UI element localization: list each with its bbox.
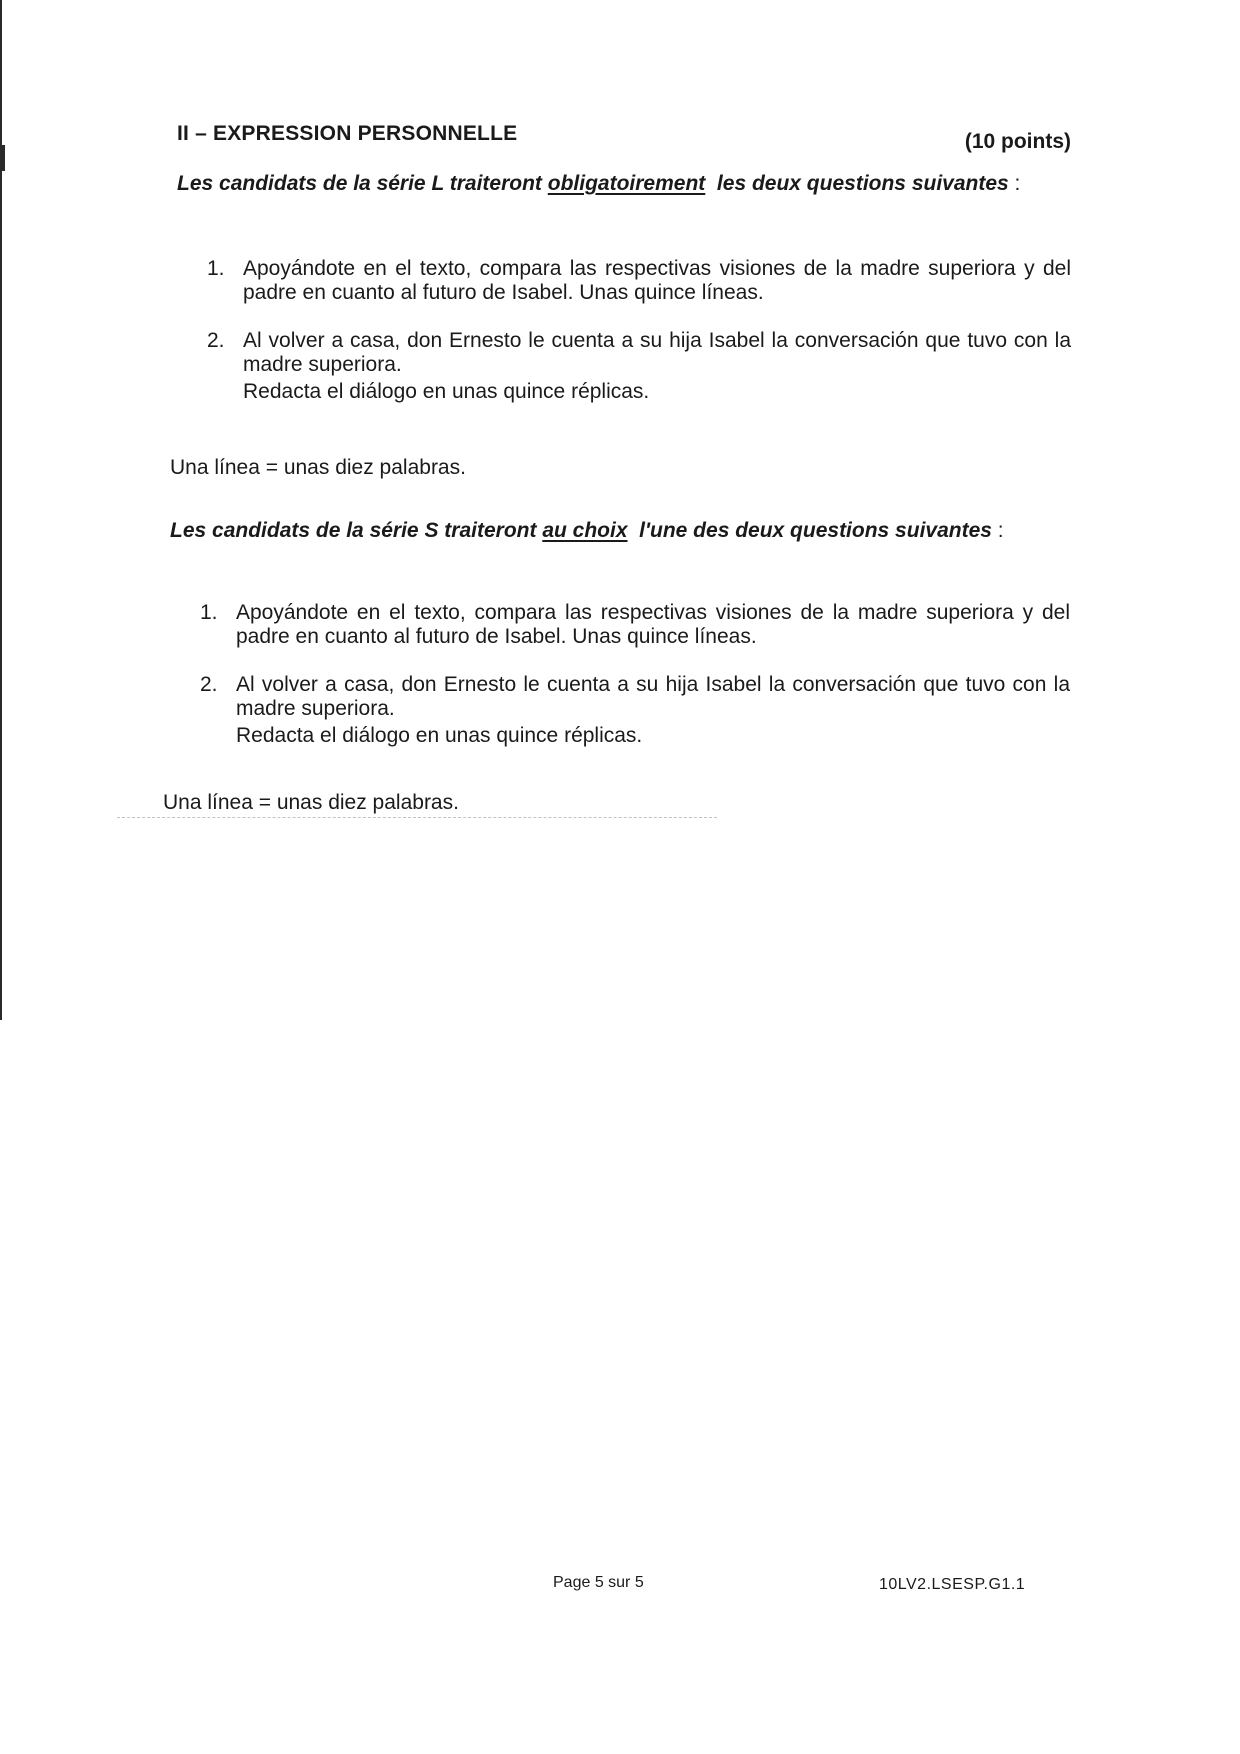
section-header xyxy=(177,122,1071,152)
question-note: Redacta el diálogo en unas quince réplicas. xyxy=(243,380,650,403)
list-item xyxy=(200,673,1070,748)
instruction-text: l'une des deux questions suivantes xyxy=(627,519,992,542)
instruction-emphasis: obligatoirement xyxy=(547,172,706,195)
question-number: 1. xyxy=(207,257,225,280)
instruction-serie-l xyxy=(177,172,1071,196)
question-number: 1. xyxy=(200,601,218,624)
question-note: Redacta el diálogo en unas quince réplicas. xyxy=(236,724,643,747)
question-text: Apoyándote en el texto, compara las respectivas visiones de la madre superiora y del padre en cuanto al futuro de Isabel. Unas quince líneas. xyxy=(243,257,1071,304)
instruction-text: Les candidats de la série L traiteront xyxy=(177,172,548,195)
instruction-colon: : xyxy=(991,519,1004,542)
section-points: (10 points) xyxy=(964,130,1071,153)
question-list-serie-s xyxy=(200,601,1070,748)
document-code: 10LV2.LSESP.G1.1 xyxy=(879,1576,1026,1593)
instruction-serie-s xyxy=(170,519,1070,543)
instruction-emphasis: au choix xyxy=(542,519,628,542)
scan-artifact-line xyxy=(117,817,717,819)
scan-edge-mark xyxy=(0,145,5,171)
question-text: Al volver a casa, don Ernesto le cuenta a su hija Isabel la conversación que tuvo con la madre superiora. xyxy=(243,329,1071,376)
list-item xyxy=(200,601,1070,649)
list-item xyxy=(207,257,1071,305)
question-number: 2. xyxy=(207,329,225,352)
question-text: Apoyándote en el texto, compara las respectivas visiones de la madre superiora y del padre en cuanto al futuro de Isabel. Unas quince líneas. xyxy=(236,601,1070,648)
question-number: 2. xyxy=(200,673,218,696)
length-rule-serie-l: Una línea = unas diez palabras. xyxy=(170,456,466,479)
length-rule-serie-s: Una línea = unas diez palabras. xyxy=(163,791,459,814)
question-text: Al volver a casa, don Ernesto le cuenta a su hija Isabel la conversación que tuvo con la madre superiora. xyxy=(236,673,1070,720)
instruction-text: Les candidats de la série S traiteront xyxy=(170,519,543,542)
instruction-colon: : xyxy=(1008,172,1021,195)
page-number: Page 5 sur 5 xyxy=(553,1574,644,1591)
instruction-text: les deux questions suivantes xyxy=(705,172,1009,195)
section-title: II – EXPRESSION PERSONNELLE xyxy=(177,122,518,145)
list-item xyxy=(207,329,1071,404)
question-list-serie-l xyxy=(207,257,1071,404)
